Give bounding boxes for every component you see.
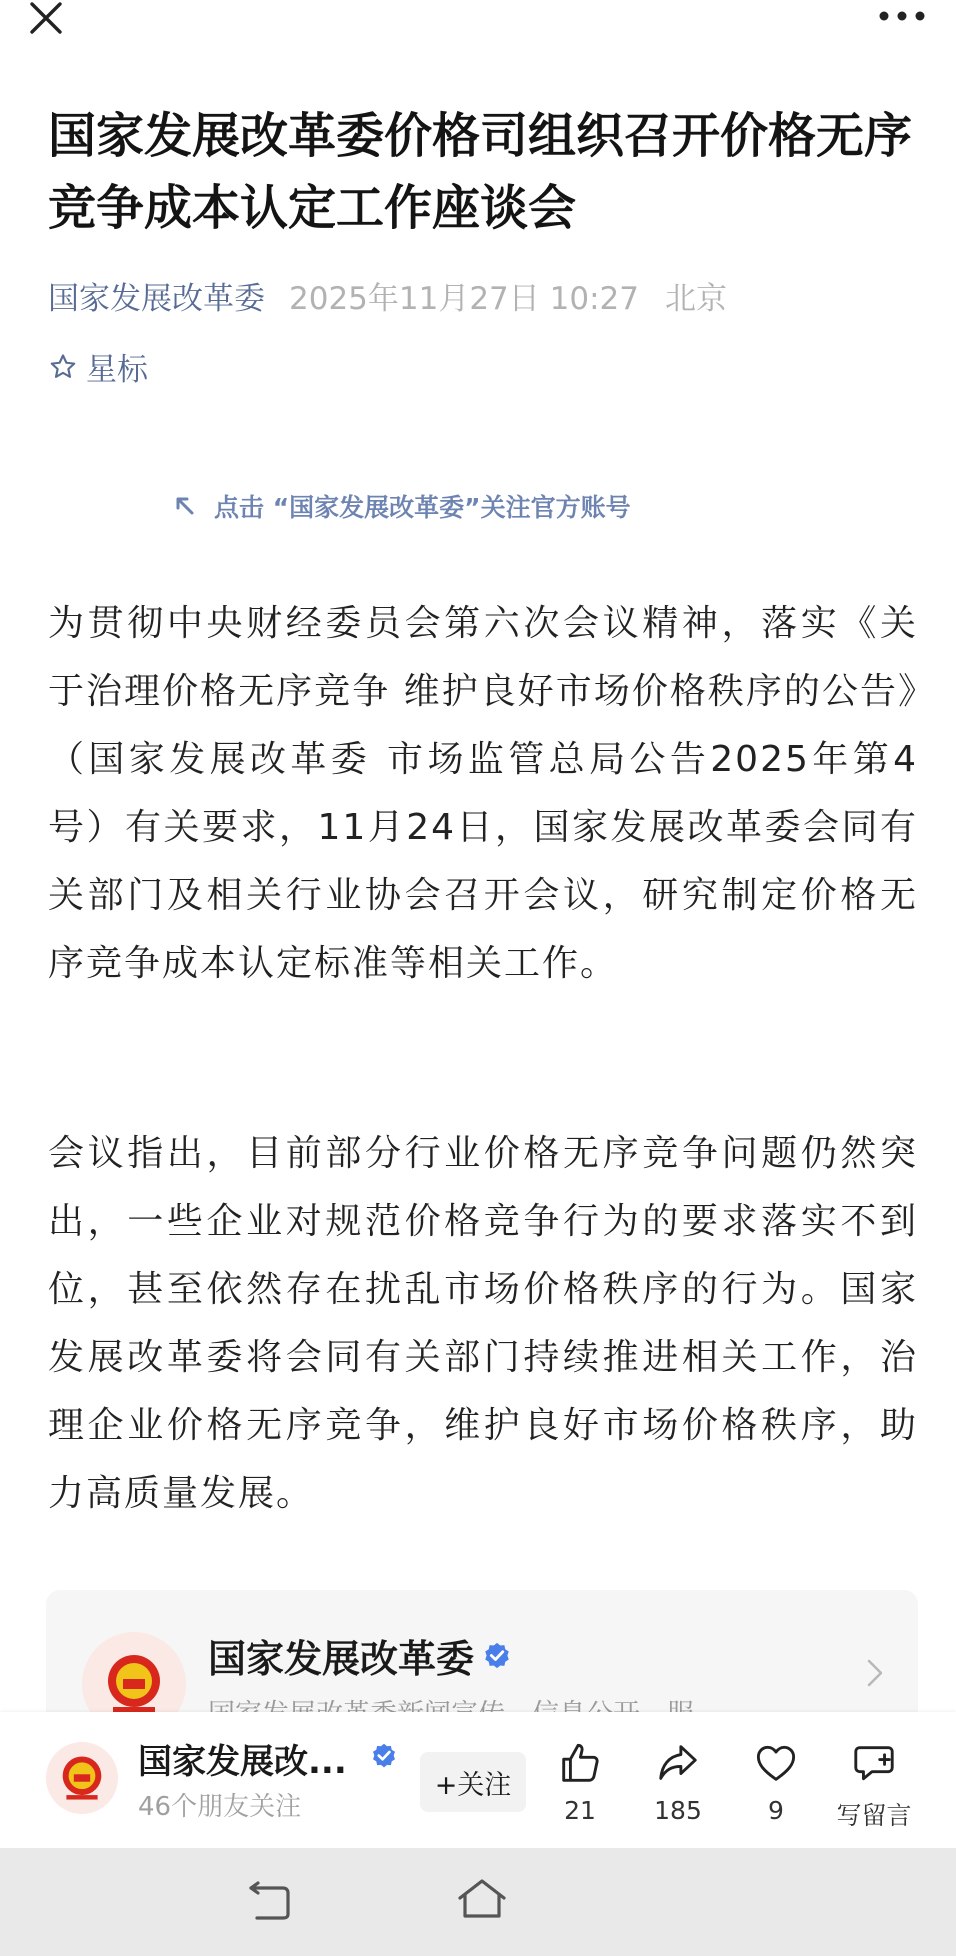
thumb-up-icon [557,1740,603,1786]
verified-icon [370,1742,398,1770]
like-count: 21 [564,1796,596,1825]
publish-location: 北京 [664,281,727,317]
card-account-name [208,1628,512,1683]
article-title: 国家发展改革委价格司组织召开价格无序竞争成本认定工作座谈会 [48,108,913,236]
comment-icon [851,1740,897,1786]
publish-date: 2025年11月27日 10:27 [289,281,639,317]
heart-count: 9 [768,1796,784,1825]
heart-icon [753,1740,799,1786]
account-link[interactable]: 国家发展改革委 [48,281,265,317]
back-button[interactable] [245,1880,293,1928]
card-open-button[interactable] [866,1658,884,1692]
article-header [48,100,918,244]
star-icon [48,352,78,382]
home-button[interactable] [454,1876,510,1926]
action-bar-avatar[interactable] [46,1742,118,1814]
friends-following: 46个朋友关注 [138,1792,302,1822]
verified-icon [482,1641,512,1671]
more-button[interactable] [878,8,926,24]
heart-button[interactable] [726,1740,826,1825]
back-icon [245,1880,293,1924]
action-bar-account-name[interactable]: 国家发展改... [138,1742,347,1782]
chevron-right-icon [866,1658,884,1688]
share-button[interactable] [628,1740,728,1825]
comment-label: 写留言 [836,1801,912,1830]
more-icon [878,8,926,24]
bottom-action-bar [0,1712,956,1848]
star-label: 星标 [86,352,148,388]
close-button[interactable] [26,0,66,40]
share-count: 185 [654,1796,702,1825]
emblem-icon [56,1752,108,1804]
article-paragraph: 为贯彻中央财经委员会第六次会议精神，落实《关于治理价格无序竞争 维护良好市场价格秩序的公告》（国家发展改革委 市场监管总局公告2025年第4号）有关要求，11月24日，国家发展改革委会同有关部门及相关行业协会召开会议，研究制定价格无序竞争成本认定标准等相关工作。 [48,603,918,984]
follow-hint-text: 点击 “国家发展改革委”关注官方账号 [214,493,631,522]
emblem-icon [99,1649,169,1719]
follow-button[interactable]: +关注 [420,1752,526,1812]
comment-button[interactable] [824,1740,924,1832]
article-paragraph: 会议指出，目前部分行业价格无序竞争问题仍然突出，一些企业对规范价格竞争行为的要求落实不到位，甚至依然存在扰乱市场价格秩序的行为。国家发展改革委将会同有关部门持续推进相关工作，治理企业价格无序竞争，维护良好市场价格秩序，助力高质量发展。 [48,1133,918,1514]
article-meta [48,275,727,323]
system-nav-bar [0,1848,956,1956]
like-button[interactable] [530,1740,630,1825]
star-button[interactable] [48,344,148,389]
arrow-up-left-icon [174,495,196,517]
close-icon [26,0,66,40]
share-icon [655,1740,701,1786]
card-account-name-text: 国家发展改革委 [208,1637,475,1681]
follow-hint[interactable] [174,488,631,524]
home-icon [454,1876,510,1922]
top-bar [0,0,956,50]
